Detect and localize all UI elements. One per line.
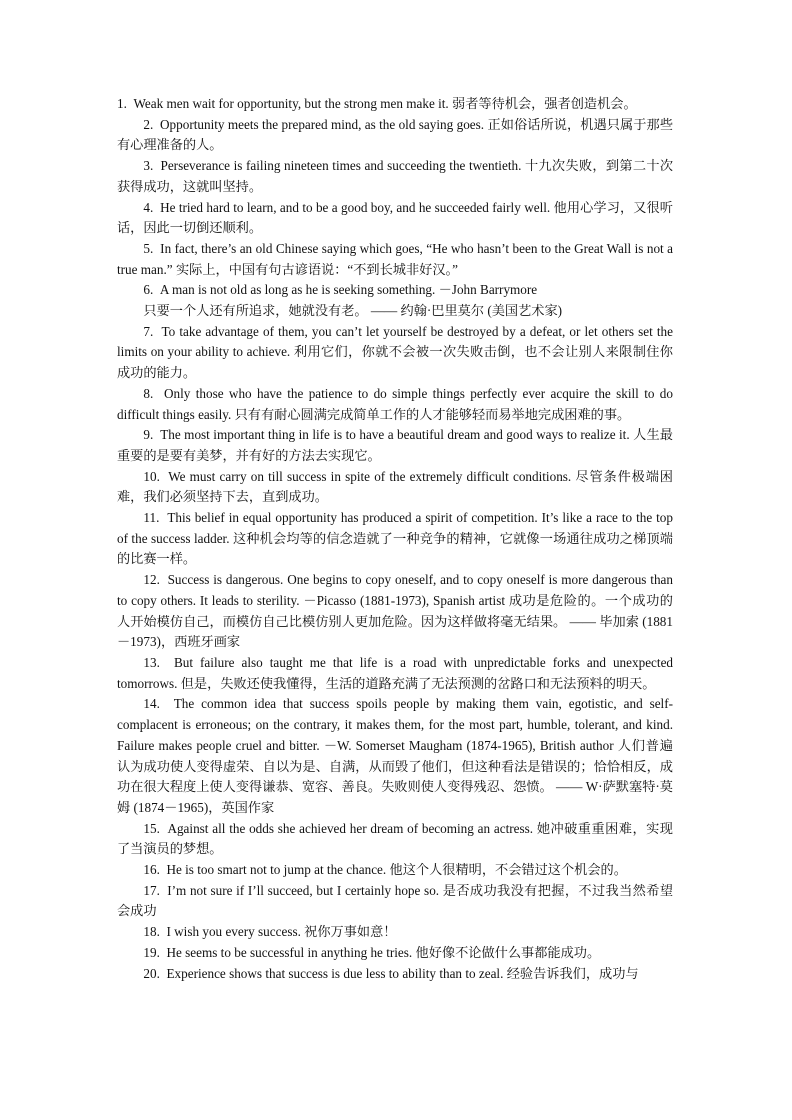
item-number: 13. <box>143 654 160 670</box>
item-text: Opportunity meets the prepared mind, as the old saying goes. 正如俗话所说，机遇只属于那些有心理准备的人。 <box>117 116 674 153</box>
item-text: I’m not sure if I’ll succeed, but I certainly hope so. 是否成功我没有把握，不过我当然希望会成功 <box>117 882 674 919</box>
item-number: 15. <box>143 820 160 836</box>
sentence-1 <box>117 94 673 115</box>
sentence-9 <box>117 425 673 466</box>
sentence-18 <box>117 922 673 943</box>
item-text: This belief in equal opportunity has produced a spirit of competition. It’s like a race to the top of the success ladder. 这种机会均等的信念造就了一种竞争的精神，它就像一场通往成功之梯顶端的比赛一样。 <box>117 510 673 567</box>
item-number: 2. <box>143 116 154 132</box>
item-number: 4. <box>143 199 154 215</box>
item-number: 11. <box>143 510 160 526</box>
item-text: 只要一个人还有所追求，她就没有老。 —— 约翰·巴里莫尔 (美国艺术家) <box>143 303 563 319</box>
item-number: 7. <box>143 323 154 339</box>
item-number: 16. <box>143 862 160 878</box>
item-text: In fact, there’s an old Chinese saying which goes, “He who hasn’t been to the Great Wall is not a true man.” 实际上，中国有句古谚语说：“不到长城非好汉。” <box>117 240 674 277</box>
item-text: Only those who have the patience to do simple things perfectly ever acquire the skill to do difficult things easily. 只有有耐心圆满完成简单工作的人才能够轻而易举地完成困难的事。 <box>117 385 673 422</box>
item-text: Experience shows that success is due less to ability than to zeal. 经验告诉我们，成功与 <box>166 965 639 981</box>
sentence-17 <box>117 881 673 922</box>
sentence-2 <box>117 115 673 156</box>
item-text: A man is not old as long as he is seeking something. －John Barrymore <box>159 282 538 298</box>
item-number: 12. <box>143 572 160 588</box>
sentence-12 <box>117 570 673 653</box>
sentence-19 <box>117 943 673 964</box>
item-number: 19. <box>143 944 160 960</box>
document-page <box>117 94 673 984</box>
sentence-10 <box>117 467 673 508</box>
sentence-20 <box>117 964 673 985</box>
sentence-8 <box>117 384 673 425</box>
item-text: He seems to be successful in anything he tries. 他好像不论做什么事都能成功。 <box>166 944 601 960</box>
item-text: But failure also taught me that life is a road with unpredictable forks and unexpected tomorrows. 但是，失败还使我懂得，生活的道路充满了无法预测的岔路口和无法预料的明天。 <box>117 654 674 691</box>
sentence-7 <box>117 322 673 384</box>
item-text: I wish you every success. 祝你万事如意！ <box>166 924 397 940</box>
sentence-16 <box>117 860 673 881</box>
sentence-4 <box>117 198 673 239</box>
item-number: 10. <box>143 468 160 484</box>
item-text: The most important thing in life is to have a beautiful dream and good ways to realize it. 人生最重要的是要有美梦，并有好的方法去实现它。 <box>117 427 673 463</box>
item-text: He tried hard to learn, and to be a good boy, and he succeeded fairly well. 他用心学习，又很听话，因此一切倒还顺利。 <box>117 199 673 236</box>
item-number: 20. <box>143 965 160 981</box>
sentence-5 <box>117 239 673 280</box>
item-number: 6. <box>143 282 154 298</box>
item-number: 17. <box>143 882 160 898</box>
item-number: 1. <box>117 96 127 111</box>
item-text: Perseverance is failing nineteen times and succeeding the twentieth. 十九次失败，到第二十次获得成功，这就叫坚持。 <box>117 158 674 194</box>
sentence-11 <box>117 508 673 570</box>
item-text: To take advantage of them, you can’t let yourself be destroyed by a defeat, or let others set the limits on your ability to achieve. 利用它们，你就不会被一次失败击倒，也不会让别人来限制住你成功的能力。 <box>117 323 674 381</box>
sentence-15 <box>117 819 673 860</box>
item-text: Against all the odds she achieved her dream of becoming an actress. 她冲破重重困难，实现了当演员的梦想。 <box>117 820 673 857</box>
item-number: 18. <box>143 924 160 940</box>
sentence-6-translation <box>117 301 673 322</box>
item-number: 3. <box>143 158 154 174</box>
sentence-3 <box>117 156 673 197</box>
sentence-13 <box>117 653 673 694</box>
sentence-6 <box>117 280 673 301</box>
item-number: 9. <box>143 427 154 443</box>
item-number: 8. <box>143 385 154 401</box>
item-text: The common idea that success spoils people by making them vain, egotistic, and self-complacent is erroneous; on the contrary, it makes them, for the most part, humble, tolerant, and kind. Failure makes people cruel and bitter. －W. Somerset Maugham (1874-1965), British author 人们普遍认为成功使人变得虚荣、自以为是、自满，从而毁了他们，但这种看法是错误的；恰恰相反，成功在很大程度上使人变得谦恭、宽容、善良。失败则使人变得残忍、怨愤。 —— W·萨默塞特·莫姆 (1874－1965)，英国作家 <box>117 696 674 815</box>
item-text: He is too smart not to jump at the chance. 他这个人很精明，不会错过这个机会的。 <box>166 862 627 878</box>
item-number: 14. <box>143 696 160 712</box>
item-text: Success is dangerous. One begins to copy oneself, and to copy oneself is more dangerous than to copy others. It leads to sterility. －Picasso (1881-1973), Spanish artist 成功是危险的。一个成功的人开始模仿自己，而模仿自己比模仿别人更加危险。因为这样做将毫无结果。 —— 毕加索 (1881－1973)，西班牙画家 <box>117 572 673 650</box>
sentence-14 <box>117 694 673 818</box>
item-text: Weak men wait for opportunity, but the strong men make it. 弱者等待机会，强者创造机会。 <box>133 96 637 111</box>
item-number: 5. <box>143 240 154 256</box>
item-text: We must carry on till success in spite of the extremely difficult conditions. 尽管条件极端困难，我们必须坚持下去，直到成功。 <box>117 468 673 505</box>
